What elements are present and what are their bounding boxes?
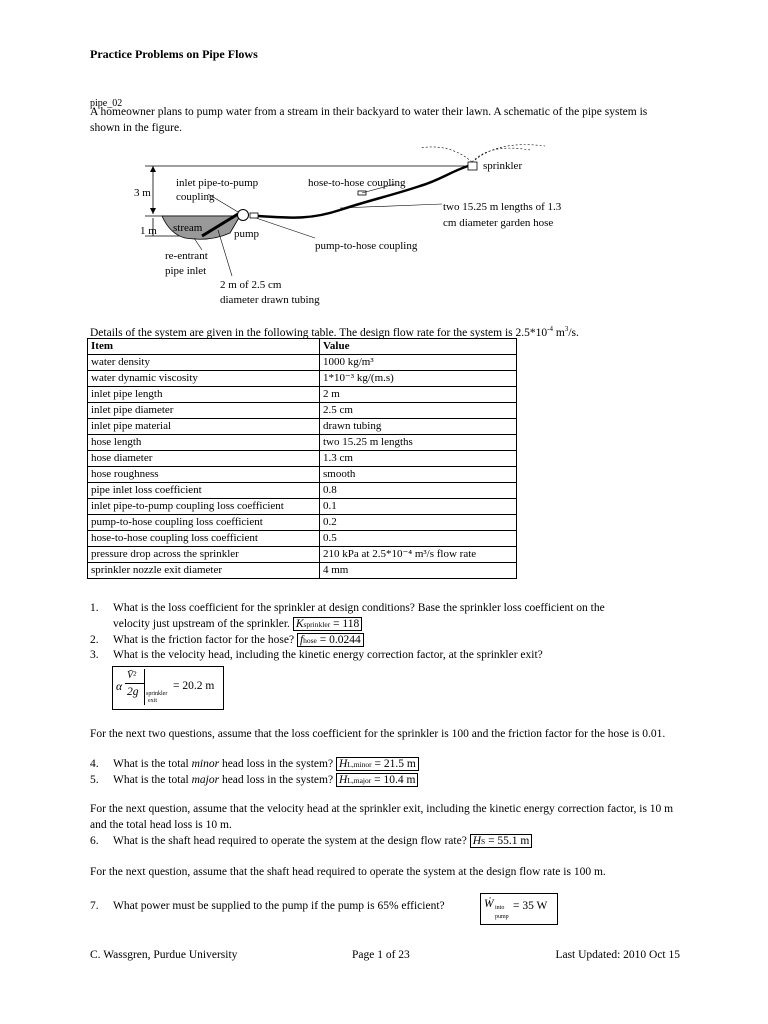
value-cell: 210 kPa at 2.5*10⁻⁴ m³/s flow rate — [320, 547, 517, 563]
answer-box: fhose = 0.0244 — [297, 633, 364, 647]
item-cell: water density — [88, 355, 320, 371]
question-text: What is the velocity head, including the kinetic energy correction factor, at the sprinkler exit? — [113, 649, 543, 661]
table-row — [88, 387, 517, 403]
answer-value: = 35 W — [513, 900, 548, 912]
label-tubing-line1: 2 m of 2.5 cm — [220, 279, 282, 291]
table-intro: Details of the system are given in the following table. The design flow rate for the system is $2.5*10^{-4}$ $m^3/s$. — [90, 325, 579, 339]
page-footer — [90, 948, 680, 964]
item-cell: inlet pipe material — [88, 419, 320, 435]
label-inlet-coupling-line2: coupling — [176, 191, 215, 203]
value-cell: 2.5 cm — [320, 403, 517, 419]
sub-exit: exit — [148, 698, 157, 704]
problem-statement: A homeowner plans to pump water from a stream in their backyard to water their lawn. A schematic of the pipe system is shown in the figure. — [90, 106, 648, 134]
value-cell: two 15.25 m lengths — [320, 435, 517, 451]
value-cell: 2 m — [320, 387, 517, 403]
question-number: 6. — [90, 835, 99, 847]
table-row — [88, 467, 517, 483]
pipe-system-schematic — [90, 138, 690, 316]
table-row — [88, 515, 517, 531]
value-cell: 4 mm — [320, 563, 517, 579]
item-cell: inlet pipe diameter — [88, 403, 320, 419]
item-cell: water dynamic viscosity — [88, 371, 320, 387]
value-cell: 1000 kg/m³ — [320, 355, 517, 371]
answer-box-velocity-head — [112, 666, 224, 710]
answer-value: = 20.2 m — [173, 680, 215, 692]
answer-box: HS = 55.1 m — [470, 834, 533, 848]
question-number: 4. — [90, 758, 99, 770]
question-number: 7. — [90, 900, 99, 912]
question-6: 6. What is the shaft head required to operate the system at the design flow rate? HS = 55.1 m — [90, 834, 680, 850]
value-cell: 0.5 — [320, 531, 517, 547]
value-cell: 0.2 — [320, 515, 517, 531]
answer-box: HL,major = 10.4 m — [336, 773, 418, 787]
label-hose-lengths-line1: two 15.25 m lengths of 1.3 — [443, 201, 562, 213]
value-cell: 1.3 cm — [320, 451, 517, 467]
question-5: 5. What is the total major head loss in the system? HL,major = 10.4 m — [90, 773, 680, 789]
item-cell: hose diameter — [88, 451, 320, 467]
footer-page-number: Page 1 of 23 — [352, 949, 410, 961]
assumption-paragraph-3: For the next question, assume that the shaft head required to operate the system at the design flow rate is 100 m. — [90, 866, 606, 878]
table-row — [88, 403, 517, 419]
question-3 — [90, 648, 680, 664]
label-reentrant-line2: pipe inlet — [165, 265, 207, 277]
problem-id: pipe_02 — [90, 98, 123, 109]
table-header-row — [88, 339, 517, 355]
label-tubing-line2: diameter drawn tubing — [220, 294, 320, 306]
value-cell: smooth — [320, 467, 517, 483]
fraction-numerator: V̄² — [127, 670, 137, 681]
question-number: 2. — [90, 634, 99, 646]
table-row — [88, 563, 517, 579]
label-hose-to-hose-coupling: hose-to-hose coupling — [308, 177, 406, 189]
alpha-symbol: α — [116, 681, 123, 693]
value-cell: 0.1 — [320, 499, 517, 515]
table-row — [88, 531, 517, 547]
label-pump: pump — [234, 228, 260, 240]
label-pump-to-hose-coupling: pump-to-hose coupling — [315, 240, 418, 252]
table-row — [88, 435, 517, 451]
question-number: 1. — [90, 602, 99, 614]
table-row — [88, 499, 517, 515]
label-reentrant-line1: re-entrant — [165, 250, 208, 262]
question-1 — [90, 601, 680, 632]
label-inlet-coupling-line1: inlet pipe-to-pump — [176, 177, 259, 189]
sub-pump: pump — [495, 914, 509, 920]
table-row — [88, 371, 517, 387]
item-cell: pump-to-hose coupling loss coefficient — [88, 515, 320, 531]
table-row — [88, 547, 517, 563]
item-cell: inlet pipe length — [88, 387, 320, 403]
table-row — [88, 419, 517, 435]
answer-box-power — [480, 893, 558, 925]
label-hose-lengths-line2: cm diameter garden hose — [443, 217, 554, 229]
power-symbol: Ẇ — [484, 898, 494, 910]
table-row — [88, 451, 517, 467]
item-cell: inlet pipe-to-pump coupling loss coefficient — [88, 499, 320, 515]
value-cell: 1*10⁻³ kg/(m.s) — [320, 371, 517, 387]
assumption-paragraph-2: For the next question, assume that the velocity head at the sprinkler exit, including the kinetic energy correction factor, is 10 m and the total head loss is 10 m. — [90, 803, 674, 831]
system-details-table — [87, 338, 517, 579]
sub-sprinkler: sprinkler — [146, 691, 168, 697]
value-cell: 0.8 — [320, 483, 517, 499]
question-text-cont: velocity just upstream of the sprinkler. — [113, 617, 290, 630]
value-cell: drawn tubing — [320, 419, 517, 435]
question-7: 7. What power must be supplied to the pump if the pump is 65% efficient? — [90, 899, 680, 915]
header-item: Item — [88, 339, 320, 355]
fraction-denominator: 2g — [127, 686, 139, 698]
sub-into: into — [495, 905, 505, 911]
label-dim-3m: 3 m — [134, 187, 151, 199]
item-cell: hose length — [88, 435, 320, 451]
item-cell: hose roughness — [88, 467, 320, 483]
label-dim-1m: 1 m — [140, 225, 157, 237]
header-value: Value — [320, 339, 517, 355]
label-sprinkler: sprinkler — [483, 160, 523, 172]
question-text: What is the friction factor for the hose? — [113, 634, 295, 646]
answer-box: HL,minor = 21.5 m — [336, 757, 419, 771]
item-cell: pipe inlet loss coefficient — [88, 483, 320, 499]
item-cell: pressure drop across the sprinkler — [88, 547, 320, 563]
item-cell: hose-to-hose coupling loss coefficient — [88, 531, 320, 547]
question-number: 3. — [90, 649, 99, 661]
label-stream: stream — [173, 222, 203, 234]
question-number: 5. — [90, 774, 99, 786]
question-4: 4. What is the total minor head loss in the system? HL,minor = 21.5 m — [90, 757, 680, 773]
item-cell: sprinkler nozzle exit diameter — [88, 563, 320, 579]
footer-author: C. Wassgren, Purdue University — [90, 949, 238, 961]
table-row — [88, 355, 517, 371]
table-row — [88, 483, 517, 499]
footer-updated: Last Updated: 2010 Oct 15 — [555, 949, 680, 961]
answer-box: Ksprinkler = 118 — [293, 617, 362, 631]
assumption-paragraph-1: For the next two questions, assume that the loss coefficient for the sprinkler is 100 and the friction factor for the hose is 0.01. — [90, 728, 666, 740]
page-title: Practice Problems on Pipe Flows — [90, 47, 258, 61]
question-2 — [90, 633, 680, 649]
question-text: What is the loss coefficient for the sprinkler at design conditions? Base the sprinkler loss coefficient on the — [113, 602, 605, 614]
